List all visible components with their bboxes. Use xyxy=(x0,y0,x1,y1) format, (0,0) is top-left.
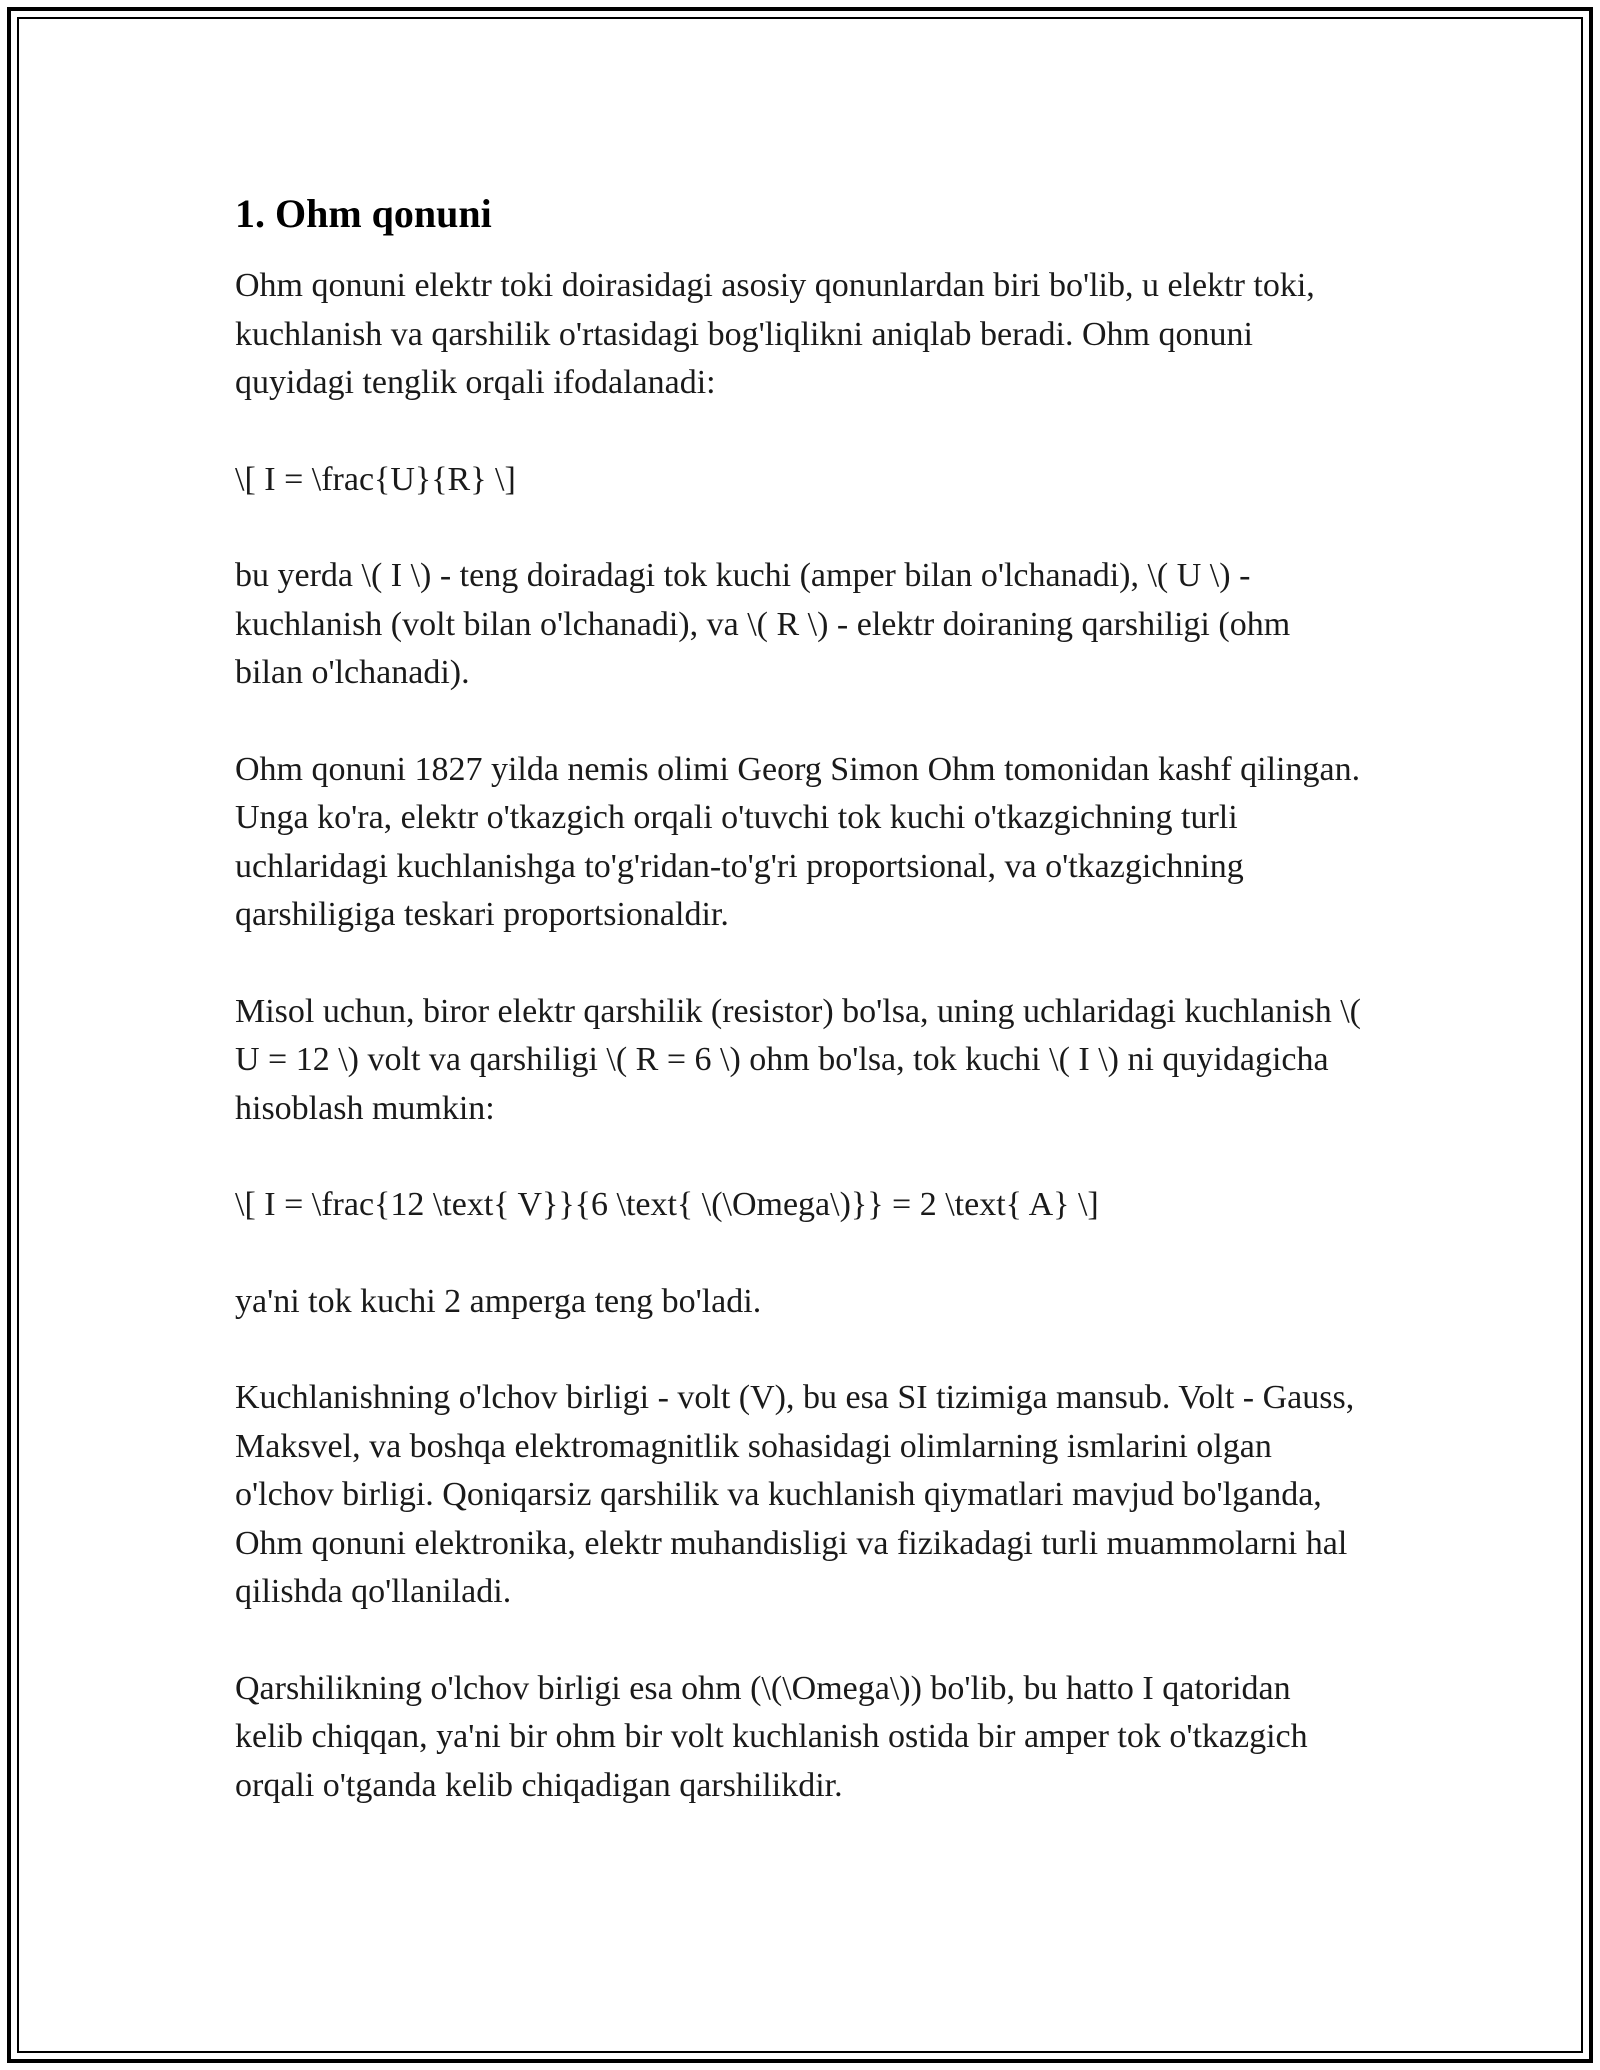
paragraph-history: Ohm qonuni 1827 yilda nemis olimi Georg Simon Ohm tomonidan kashf qilingan. Unga ko'ra, elektr o'tkazgich orqali o'tuvchi tok kuchi o'tkazgichning turli uchlaridagi kuchlanishga to'g'ridan-to'g'ri proportsional, va o'tkazgichning qarshiligiga teskari proportsionaldir. xyxy=(235,750,1361,933)
formula-example: \[ I = \frac{12 \text{ V}}{6 \text{ \(\Omega\)}} = 2 \text{ A} \] xyxy=(235,1186,1099,1223)
paragraph-volt-unit: Kuchlanishning o'lchov birligi - volt (V), bu esa SI tizimiga mansub. Volt - Gauss, Maksvel, va boshqa elektromagnitlik sohasidagi olimlarning ismlarini olgan o'lchov birligi. Qoniqarsiz qarshilik va kuchlanish qiymatlari mavjud bo'lganda, Ohm qonuni elektronika, elektr muhandisligi va fizikadagi turli muammolarni hal qilishda qo'llaniladi. xyxy=(235,1379,1355,1610)
document-body xyxy=(235,188,1365,1858)
paragraph-result: ya'ni tok kuchi 2 amperga teng bo'ladi. xyxy=(235,1282,762,1320)
formula-ohm-law: \[ I = \frac{U}{R} \] xyxy=(235,460,516,498)
paragraph-ohm-unit: Qarshilikning o'lchov birligi esa ohm (\(\Omega\)) bo'lib, bu hatto I qatoridan kelib chiqqan, ya'ni bir ohm bir volt kuchlanish ostida bir amper tok o'tkazgich orqali o'tganda kelib chiqadigan qarshilikdir. xyxy=(235,1669,1308,1804)
paragraph-example: Misol uchun, biror elektr qarshilik (resistor) bo'lsa, uning uchlaridagi kuchlanish \( U = 12 \) volt va qarshiligi \( R = 6 \) ohm bo'lsa, tok kuchi \( I \) ni quyidagicha hisoblash mumkin: xyxy=(235,992,1362,1127)
paragraph-intro: Ohm qonuni elektr toki doirasidagi asosiy qonunlardan biri bo'lib, u elektr toki, kuchlanish va qarshilik o'rtasidagi bog'liqlikni aniqlab beradi. Ohm qonuni quyidagi tenglik orqali ifodalanadi: xyxy=(235,267,1315,401)
paragraph-variables: bu yerda \( I \) - teng doiradagi tok kuchi (amper bilan o'lchanadi), \( U \) - kuchlanish (volt bilan o'lchanadi), va \( R \) - elektr doiraning qarshiligi (ohm bilan o'lchanadi). xyxy=(235,557,1291,691)
section-heading: 1. Ohm qonuni xyxy=(235,191,492,236)
